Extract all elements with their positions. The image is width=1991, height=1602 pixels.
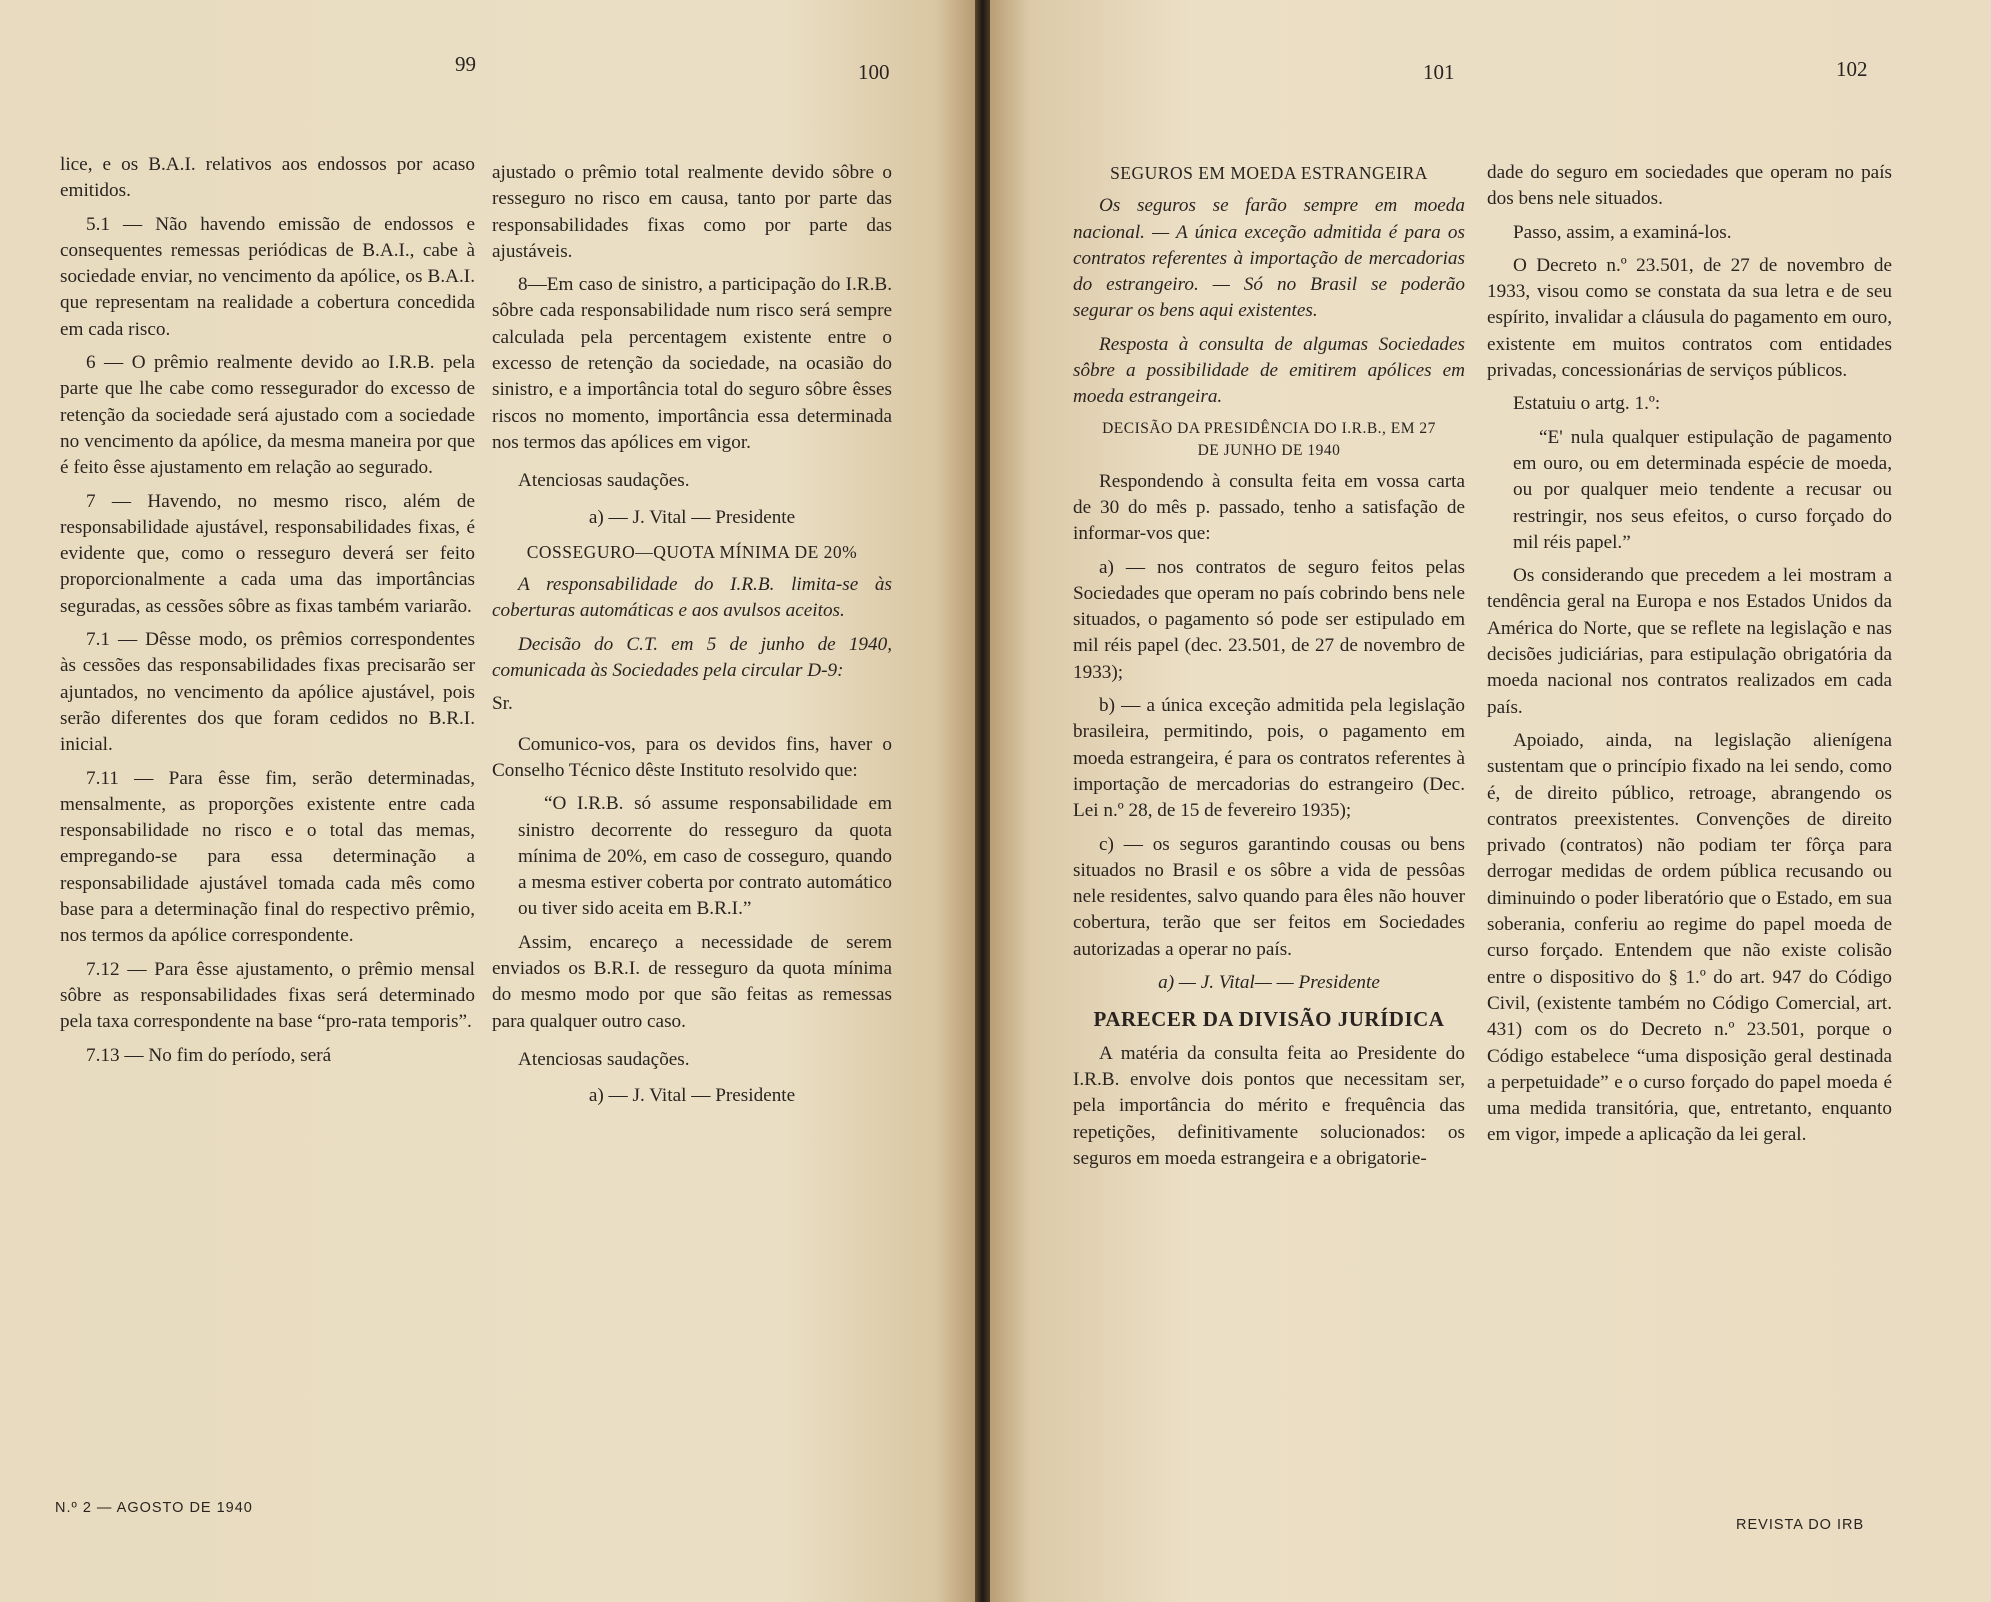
quotation: “E' nula qualquer estipulação de pagamento em ouro, ou em determinada espécie de moeda, ou por qualquer meio tendente a recusar ou restringir, nos seus efeitos, o curso forçado do mil réis papel.” <box>1513 426 1892 553</box>
paragraph: Estatuiu o artg. 1.º: <box>1513 393 1661 415</box>
letter-salutation: Sr. <box>492 693 513 715</box>
section-summary: A responsabilidade do I.R.B. limita-se às coberturas automáticas e aos avulsos aceitos. <box>492 574 892 622</box>
signature: a) — J. Vital — Presidente <box>588 506 796 528</box>
footer-journal: REVISTA DO IRB <box>1736 1517 1865 1533</box>
column-page-100 <box>492 160 892 1117</box>
paragraph: c) — os seguros garantindo cousas ou bens situados no Brasil e os sôbre a vida de pessôas nele residentes, salvo quando para êles não houver cobertura, terão que ser feitos em Sociedades autorizadas a operar no país. <box>1073 833 1465 960</box>
section-heading: SEGUROS EM MOEDA ESTRANGEIRA <box>1110 163 1428 183</box>
column-page-101 <box>1073 160 1465 1179</box>
section-heading: COSSEGURO—QUOTA MÍNIMA DE 20% <box>526 541 858 562</box>
paragraph: 7.1 — Dêsse modo, os prêmios correspondentes às cessões das responsabilidades fixas precisarão ser ajuntados, no vencimento da apólice ajustável, pois serão diferentes dos que foram cedidos no B.R.I. inicial. <box>60 629 475 756</box>
page-number-101: 101 <box>1423 60 1455 84</box>
section-summary: Resposta à consulta de algumas Sociedades sôbre a possibilidade de emitirem apólices em moeda estrangeira. <box>1073 333 1465 408</box>
signature: a) — J. Vital — Presidente <box>588 1085 796 1107</box>
footer-issue: N.º 2 — AGOSTO DE 1940 <box>55 1500 253 1516</box>
paragraph: Respondendo à consulta feita em vossa carta de 30 do mês p. passado, tenho a satisfação de informar-vos que: <box>1073 470 1465 545</box>
paragraph: Apoiado, ainda, na legislação alienígena sustentam que o princípio fixado na lei sendo, como é, de direito público, retroage, abrangendo os contratos preexistentes. Convenções de direito privado (contratos) não podiam ter fôrça para derrogar medidas de ordem pública recusando ou diminuindo o poder liberatório que o Estado, em sua soberania, conferiu ao regime do papel moeda de curso forçado. Entendem que não existe colisão entre o dispositivo do § 1.º do art. 947 do Código Civil, (existente também no Código Comercial, art. 431) com os do Decreto n.º 23.501, porque o Código estabelece “uma disposição geral destinada a perpetuidade” e o curso forçado do papel moeda é uma medida transitória, que, entretanto, enquanto em vigor, impede a aplicação da lei geral. <box>1487 729 1892 1146</box>
section-heading-bold: PARECER DA DIVISÃO JURÍDICA <box>1093 1007 1445 1032</box>
paragraph: lice, e os B.A.I. relativos aos endossos por acaso emitidos. <box>60 154 475 202</box>
column-page-99 <box>60 152 475 1076</box>
page-number-100: 100 <box>858 60 890 84</box>
paragraph: 8—Em caso de sinistro, a participação do I.R.B. sôbre cada responsabilidade num risco será sempre calculada pela percentagem existente entre o excesso de retenção da sociedade, na ocasião do sinistro, e a importância total do seguro sôbre êsses riscos no momento, importância essa determinada nos termos das apólices em vigor. <box>492 274 892 453</box>
quotation: “O I.R.B. só assume responsabilidade em sinistro decorrente do resseguro da quota mínima de 20%, em caso de cosseguro, quando a mesma estiver coberta por contrato automático ou tiver sido aceita em B.R.I.” <box>518 793 892 920</box>
paragraph: A matéria da consulta feita ao Presidente do I.R.B. envolve dois pontos que necessitam ser, pela importância do mérito e frequência das repetições, definitivamente solucionados: os seguros em moeda estrangeira e a obrigatorie- <box>1073 1042 1465 1169</box>
book-gutter <box>975 0 990 1602</box>
decision-note: Decisão do C.T. em 5 de junho de 1940, comunicada às Sociedades pela circular D-9: <box>492 633 892 682</box>
page-number-102: 102 <box>1836 57 1868 81</box>
paragraph: 7.11 — Para êsse fim, serão determinadas, mensalmente, as proporções existente entre cada responsabilidade no risco e o total das memas, empregando-se para essa determinação a responsabilidade ajustável tomada cada mês como base para a determinação final do respectivo prêmio, nos termos da apólice correspondente. <box>60 767 475 947</box>
paragraph: b) — a única exceção admitida pela legislação brasileira, permitindo, pois, o pagamento em moeda estrangeira, é para os contratos referentes à importação de mercadorias do estrangeiro (Dec. Lei n.º 28, de 15 de fevereiro 1935); <box>1073 695 1465 822</box>
paragraph: 5.1 — Não havendo emissão de endossos e consequentes remessas periódicas de B.A.I., cabe à sociedade enviar, no vencimento da apólice, os B.A.I. que representam na realidade a cobertura concedida em cada risco. <box>60 213 475 340</box>
paragraph: ajustado o prêmio total realmente devido sôbre o resseguro no risco em causa, tanto por parte das responsabilidades fixas como por parte das ajustáveis. <box>492 162 892 262</box>
page-number-99: 99 <box>455 52 476 76</box>
decision-heading: DECISÃO DA PRESIDÊNCIA DO I.R.B., EM 27 DE JUNHO DE 1940 <box>1102 419 1436 459</box>
signature: a) — J. Vital— — Presidente <box>1158 972 1380 994</box>
paragraph: Comunico-vos, para os devidos fins, haver o Conselho Técnico dêste Instituto resolvido que: <box>492 733 892 781</box>
section-summary: Os seguros se farão sempre em moeda nacional. — A única exceção admitida é para os contratos referentes à importação de mercadorias do estrangeiro. — Só no Brasil se poderão segurar os bens aqui existentes. <box>1073 195 1465 322</box>
column-page-102 <box>1487 160 1892 1156</box>
paragraph: O Decreto n.º 23.501, de 27 de novembro de 1933, visou como se constata da sua letra e de seu espírito, invalidar a cláusula do pagamento em ouro, existente em muitos contratos com entidades privadas, concessionárias de serviços públicos. <box>1487 254 1892 382</box>
paragraph: Passo, assim, a examiná-los. <box>1513 221 1732 243</box>
paragraph: dade do seguro em sociedades que operam no país dos bens nele situados. <box>1487 162 1892 210</box>
salutation-closing: Atenciosas saudações. <box>518 470 690 492</box>
salutation-closing: Atenciosas saudações. <box>518 1048 690 1070</box>
paragraph: 7 — Havendo, no mesmo risco, além de responsabilidade ajustável, responsabilidades fixas, é evidente que, como o resseguro deverá ser feito proporcionalmente a cada uma das importâncias seguradas, as cessões sôbre as fixas também variarão. <box>60 490 475 617</box>
paragraph: 7.12 — Para êsse ajustamento, o prêmio mensal sôbre as responsabilidades fixas será determinado pela taxa correspondente na base “pro-rata temporis”. <box>60 958 475 1033</box>
paragraph: 7.13 — No fim do período, será <box>86 1044 332 1066</box>
paragraph: a) — nos contratos de seguro feitos pelas Sociedades que operam no país cobrindo bens nele situados, o pagamento só pode ser estipulado em mil réis papel (dec. 23.501, de 27 de novembro de 1933); <box>1073 556 1465 683</box>
paragraph: Os considerando que precedem a lei mostram a tendência geral na Europa e nos Estados Unidos da América do Norte, que se reflete na legislação e nas decisões judiciárias, para estipulação obrigatória da moeda nacional nos contratos realizados em cada país. <box>1487 565 1892 718</box>
paragraph: 6 — O prêmio realmente devido ao I.R.B. pela parte que lhe cabe como ressegurador do excesso de retenção da sociedade será ajustado com a sociedade no vencimento da apólice, da mesma maneira por que é feito êsse ajustamento em relação ao segurado. <box>60 352 475 479</box>
paragraph: Assim, encareço a necessidade de serem enviados os B.R.I. de resseguro da quota mínima do mesmo modo por que são feitas as remessas para qualquer outro caso. <box>492 931 892 1032</box>
